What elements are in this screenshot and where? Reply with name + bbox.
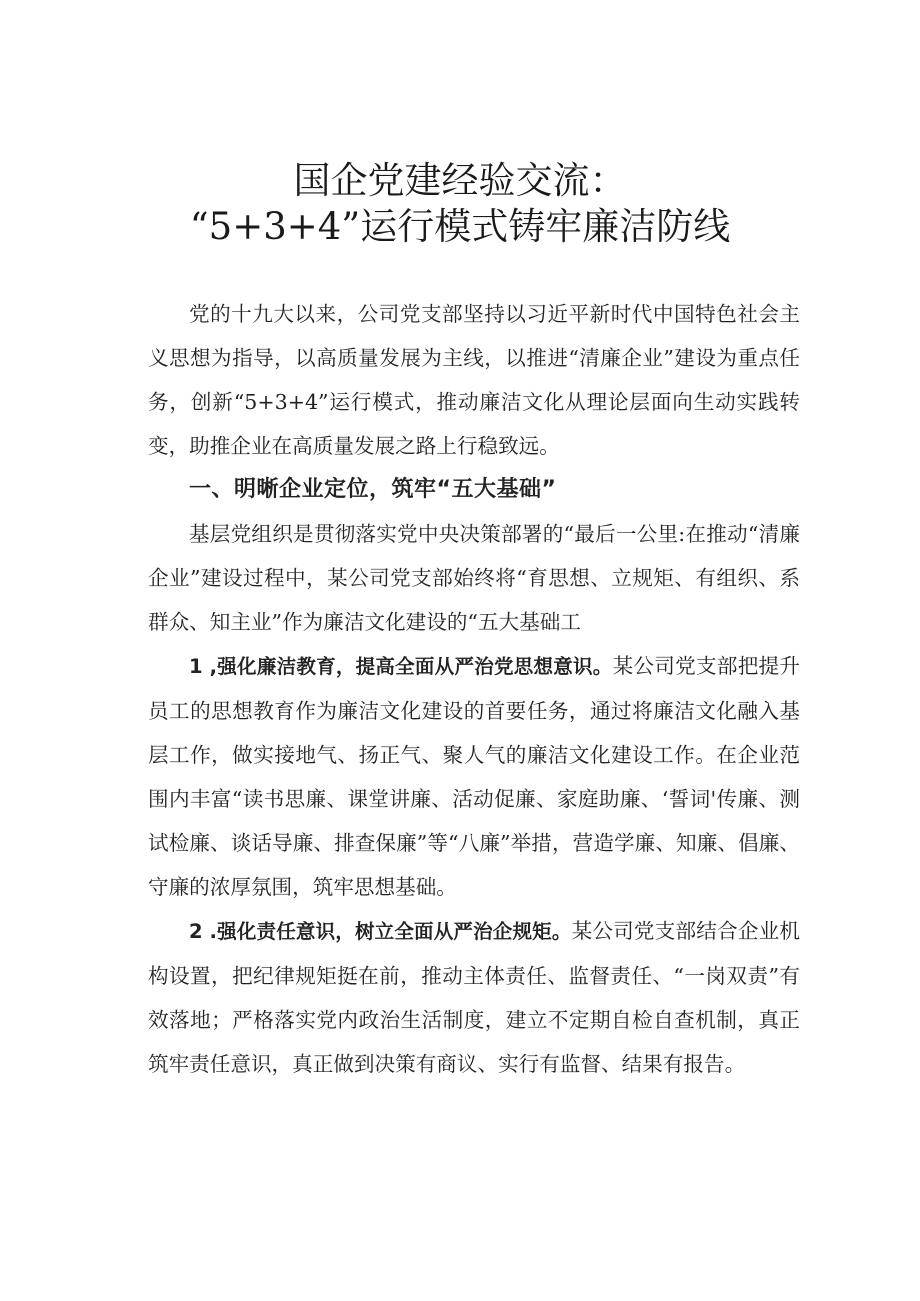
section-1-paragraph: 基层党组织是贯彻落实党中央决策部署的“最后一公里:在推动“清廉企业”建设过程中，某公司党支部始终将“育思想、立规矩、有组织、系群众、知主业”作为廉洁文化建设的“五大基础工 [148,522,800,634]
document-title-line-2: “5+3+4”运行模式铸牢廉洁防线 [189,205,731,248]
item-2-paragraph [148,909,800,1086]
item-2-text: 某公司党支部结合企业机构设置，把纪律规矩挺在前，推动主体责任、监督责任、“一岗双责”有效落地；严格落实党内政治生活制度，建立不定期自检自查机制，真正筑牢责任意识，真正做到决策有商议、实行有监督、结果有报告。 [148,919,801,1076]
item-1-paragraph [148,644,800,909]
intro-paragraph: 党的十九大以来，公司党支部坚持以习近平新时代中国特色社会主义思想为指导，以高质量发展为主线，以推进“清廉企业”建设为重点任务，创新“5+3+4”运行模式，推动廉洁文化从理论层面向生动实践转变，助推企业在高质量发展之路上行稳致远。 [148,302,800,458]
item-1-text: 某公司党支部把提升员工的思想教育作为廉洁文化建设的首要任务，通过将廉洁文化融入基层工作，做实接地气、扬正气、聚人气的廉洁文化建设工作。在企业范围内丰富“读书思廉、课堂讲廉、活动促廉、家庭助廉、‘誓词'传廉、测试检廉、谈话导廉、排查保廉”等“八廉”举措，营造学廉、知廉、倡廉、守廉的浓厚氛围，筑牢思想基础。 [148,654,801,899]
document-body [148,292,800,1086]
item-1-lead: 1 ,强化廉洁教育，提高全面从严治党思想意识。 [189,655,613,678]
document-title-line-1: 国企党建经验交流： [293,159,627,202]
section-1-heading: 一、明晰企业定位，筑牢“五大基础” [189,477,557,502]
item-2-lead: 2 .强化责任意识，树立全面从严治企规矩。 [189,920,572,943]
